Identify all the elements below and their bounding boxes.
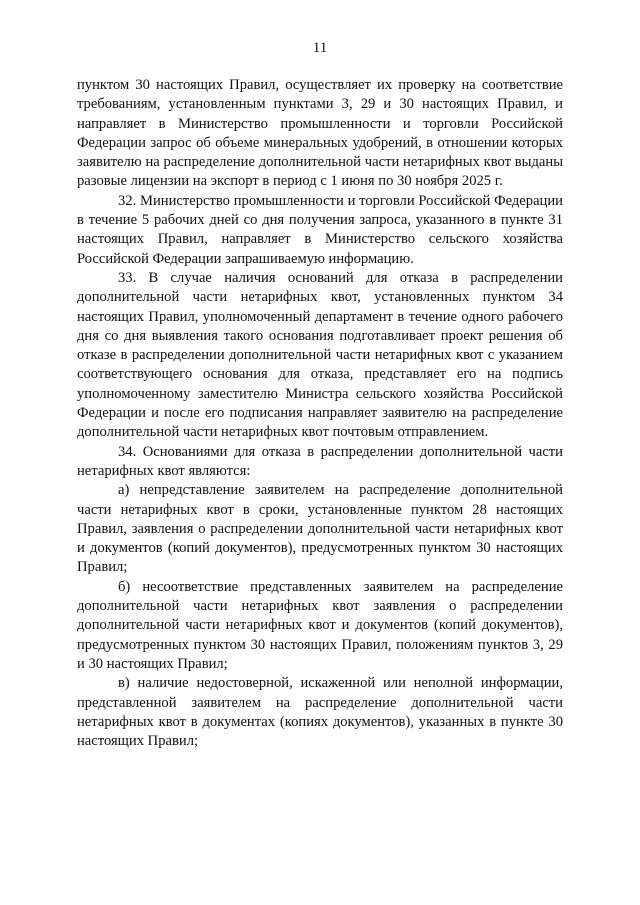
paragraph-item-34-v: в) наличие недостоверной, искаженной или неполной информации, представленной заявителем на распределение дополнительной части нетарифных квот в документах (копиях документов), указанных в пункте 30 настоящих Правил; <box>77 675 563 750</box>
paragraph-item-33: 33. В случае наличия оснований для отказа в распределении дополнительной части нетарифных квот, установленных пунктом 34 настоящих Правил, уполномоченный департамент в течение одного рабочего дня со дня выявления такого основания подготавливает проект решения об отказе в распределении дополнительной части нетарифных квот с указанием соответствующего основания для отказа, представляет его на подпись уполномоченному заместителю Министра сельского хозяйства Российской Федерации и после его подписания направляет заявителю на распределение дополнительной части нетарифных квот почтовым отправлением. <box>77 269 563 441</box>
paragraph-item-34-a: а) непредставление заявителем на распределение дополнительной части нетарифных квот в сроки, установленные пунктом 28 настоящих Правил, заявления о распределении дополнительной части нетарифных квот и документов (копий документов), предусмотренных пунктом 30 настоящих Правил; <box>77 482 563 576</box>
paragraph-item-34: 34. Основаниями для отказа в распределении дополнительной части нетарифных квот являются: <box>77 443 563 479</box>
document-body <box>77 76 563 751</box>
paragraph-continuation: пунктом 30 настоящих Правил, осуществляет их проверку на соответствие требованиям, установленным пунктами 3, 29 и 30 настоящих Правил, и направляет в Министерство промышленности и торговли Российской Федерации запрос об объеме минеральных удобрений, в отношении которых заявителю на распределение дополнительной части нетарифных квот выданы разовые лицензии на экспорт в период с 1 июня по 30 ноября 2025 г. <box>77 77 563 190</box>
paragraph-item-34-b: б) несоответствие представленных заявителем на распределение дополнительной части нетарифных квот заявления о распределении дополнительной части нетарифных квот и документов (копий документов), предусмотренных пунктом 30 настоящих Правил, положениям пунктов 3, 29 и 30 настоящих Правил; <box>77 578 563 672</box>
page-number: 11 <box>312 40 328 56</box>
paragraph-item-32: 32. Министерство промышленности и торговли Российской Федерации в течение 5 рабочих дней со дня получения запроса, указанного в пункте 31 настоящих Правил, направляет в Министерство сельского хозяйства Российской Федерации запрашиваемую информацию. <box>77 192 563 267</box>
